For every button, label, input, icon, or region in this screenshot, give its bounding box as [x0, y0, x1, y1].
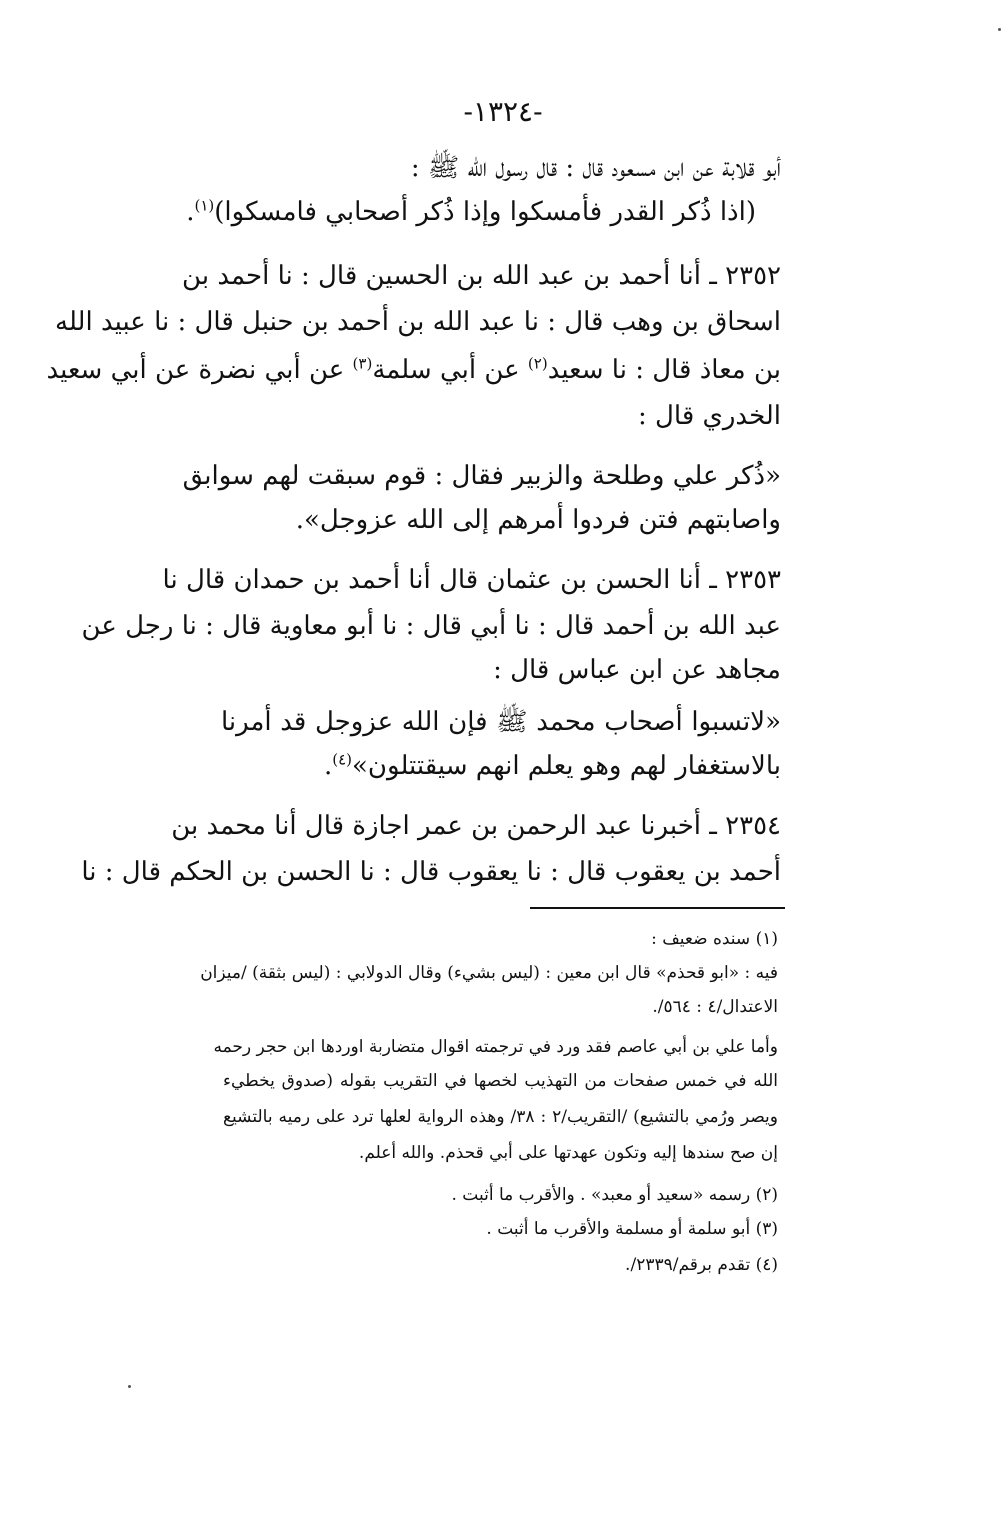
footnote-3: (٣) أبو سلمة أو مسلمة والأقرب ما أثبت .: [486, 1219, 778, 1239]
footnote-2: (٢) رسمه «سعيد أو معبد» . والأقرب ما أثبت .: [451, 1185, 778, 1205]
text-line-2: [186, 192, 756, 232]
footnote-1-line: الله في خمس صفحات من التهذيب لخصها في التقريب بقوله (صدوق يخطيء: [223, 1071, 778, 1091]
text-line-6: الخدري قال :: [637, 401, 781, 431]
footnote-ref-1: (١): [194, 196, 215, 215]
footnote-1-line: الاعتدال/٤ : ٥٦٤/.: [652, 997, 778, 1017]
text-segment: عن أبي نضرة عن أبي سعيد: [46, 355, 353, 385]
text-line-10: عبد الله بن أحمد قال : نا أبي قال : نا أبو معاوية قال : نا رجل عن: [81, 611, 781, 641]
text-line-8: واصابتهم فتن فردوا أمرهم إلى الله عزوجل».: [295, 505, 781, 535]
footnote-1-line: إن صح سندها إليه وتكون عهدتها على أبي قحذم. والله أعلم.: [358, 1143, 778, 1163]
footnote-ref-4: (٤): [332, 750, 353, 769]
text-segment: عن أبي سلمة: [372, 355, 528, 385]
footnote-1-line: فيه : «ابو قحذم» قال ابن معين : (ليس بشيء) وقال الدولابي : (ليس بثقة) /ميزان: [200, 963, 778, 983]
text-line-5: [46, 350, 781, 390]
footnote-separator: [530, 907, 785, 909]
footnote-1-title: (١) سنده ضعيف :: [651, 929, 778, 949]
sentence-dot: .: [186, 197, 195, 227]
text-line-4: اسحاق بن وهب قال : نا عبد الله بن أحمد بن حنبل قال : نا عبيد الله: [55, 307, 781, 337]
page-number: -١٣٢٤-: [463, 95, 543, 128]
text-line-15: أحمد بن يعقوب قال : نا يعقوب قال : نا الحسن بن الحكم قال : نا: [81, 857, 781, 887]
text-line-12: «لاتسبوا أصحاب محمد ﷺ فإن الله عزوجل قد أمرنا: [221, 707, 781, 737]
text-line-7: «ذُكر علي وطلحة والزبير فقال : قوم سبقت لهم سوابق: [182, 461, 781, 491]
scan-speck: [998, 28, 1001, 31]
text-line-14: ٢٣٥٤ ـ أخبرنا عبد الرحمن بن عمر اجازة قال أنا محمد بن: [171, 811, 781, 841]
footnote-1-line: وأما علي بن أبي عاصم فقد ورد في ترجمته اقوال متضاربة اوردها ابن حجر رحمه: [213, 1037, 778, 1057]
hadith-quote: بالاستغفار لهم وهو يعلم انهم سيقتتلون»: [352, 751, 781, 781]
text-segment: بن معاذ قال : نا سعيد: [547, 355, 781, 385]
footnote-1-line: ويصر ورُمي بالتشيع) /التقريب/٢ : ٣٨/ وهذه الرواية لعلها ترد على رميه بالتشيع: [223, 1107, 779, 1127]
text-line-9: ٢٣٥٣ ـ أنا الحسن بن عثمان قال أنا أحمد بن حمدان قال نا: [162, 565, 781, 595]
text-line-1: أبو قلابة عن ابن مسعود قال : قال رسول الله ﷺ :: [410, 153, 781, 183]
sentence-dot: .: [323, 751, 333, 781]
text-line-3: ٢٣٥٢ ـ أنا أحمد بن عبد الله بن الحسين قال : نا أحمد بن: [182, 261, 781, 291]
scan-speck: [128, 1385, 131, 1388]
footnote-ref-3: (٣): [352, 354, 373, 373]
footnote-4: (٤) تقدم برقم/٢٣٣٩/.: [625, 1255, 778, 1275]
text-line-13: [221, 746, 781, 786]
footnote-ref-2: (٢): [527, 354, 548, 373]
hadith-quote: (اذا ذُكر القدر فأمسكوا وإذا ذُكر أصحابي فامسكوا): [214, 197, 756, 227]
text-line-11: مجاهد عن ابن عباس قال :: [493, 655, 781, 685]
